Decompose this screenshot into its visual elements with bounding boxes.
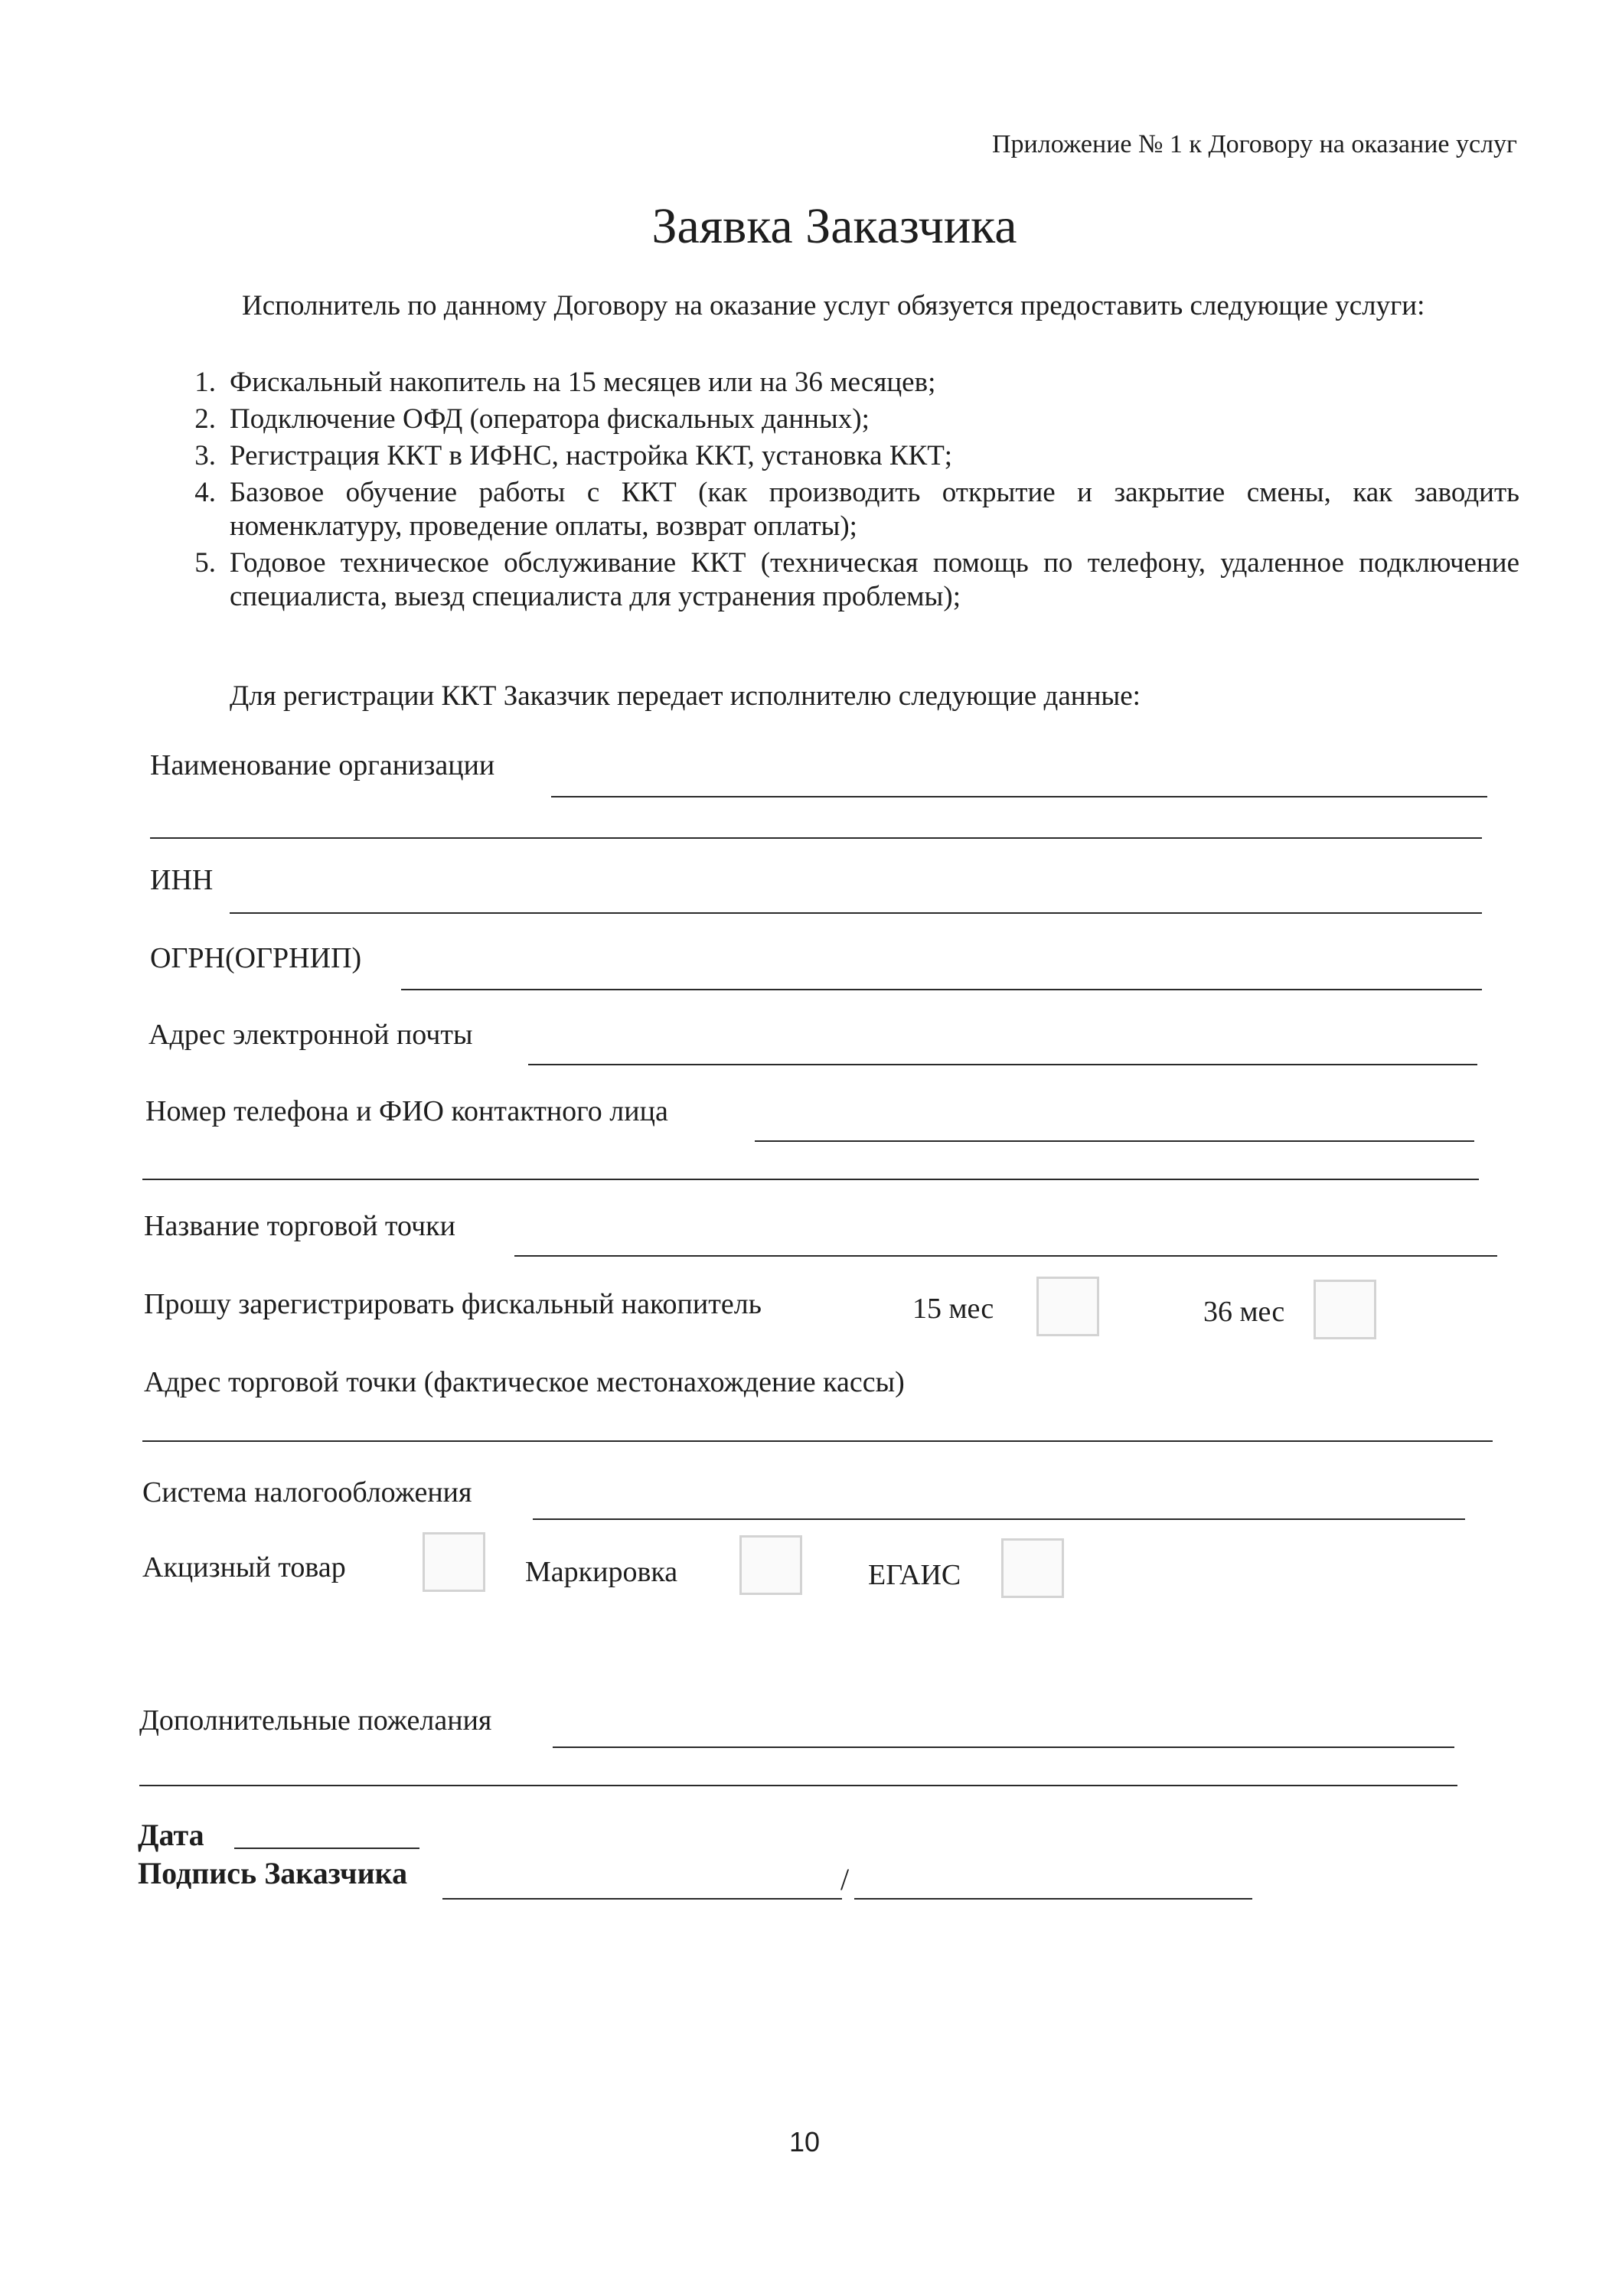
shop-name-input-line[interactable] — [514, 1255, 1497, 1257]
fn-15-checkbox[interactable] — [1036, 1277, 1099, 1336]
list-number: 4. — [194, 477, 216, 508]
wishes-input-line-2[interactable] — [139, 1785, 1457, 1786]
fn-36-label: 36 мес — [1203, 1296, 1285, 1328]
fn-36-checkbox[interactable] — [1314, 1280, 1376, 1339]
list-item — [194, 476, 1519, 543]
list-number: 5. — [194, 547, 216, 579]
phone-label: Номер телефона и ФИО контактного лица — [145, 1095, 668, 1127]
tax-system-input-line[interactable] — [533, 1518, 1465, 1520]
list-number: 2. — [194, 403, 216, 435]
list-text: Годовое техническое обслуживание ККТ (техническая помощь по телефону, удаленное подключение специалиста, выезд специалиста для устранения проблемы); — [230, 547, 1519, 612]
list-item — [194, 366, 1519, 400]
tax-system-label: Система налогообложения — [142, 1476, 472, 1508]
date-label: Дата — [138, 1818, 204, 1852]
annex-reference: Приложение № 1 к Договору на оказание услуг — [992, 130, 1517, 158]
list-text: Регистрация ККТ в ИФНС, настройка ККТ, установка ККТ; — [230, 440, 953, 471]
egais-label: ЕГАИС — [868, 1559, 961, 1591]
shop-address-input-line[interactable] — [142, 1440, 1493, 1442]
org-name-input-line[interactable] — [551, 796, 1487, 797]
signature-slash: / — [840, 1862, 850, 1896]
list-item — [194, 403, 1519, 436]
marking-label: Маркировка — [525, 1556, 678, 1588]
list-number: 1. — [194, 367, 216, 398]
org-name-input-line-2[interactable] — [150, 837, 1482, 839]
ogrn-label: ОГРН(ОГРНИП) — [150, 942, 362, 974]
signature-name-input-line[interactable] — [854, 1898, 1252, 1900]
page-number: 10 — [788, 2126, 821, 2157]
list-text: Подключение ОФД (оператора фискальных данных); — [230, 403, 870, 435]
list-item — [194, 439, 1519, 473]
phone-input-line[interactable] — [755, 1140, 1474, 1142]
inn-label: ИНН — [150, 864, 214, 896]
signature-label: Подпись Заказчика — [138, 1856, 408, 1890]
email-input-line[interactable] — [528, 1064, 1477, 1065]
shop-name-label: Название торговой точки — [144, 1210, 455, 1242]
registration-intro: Для регистрации ККТ Заказчик передает исполнителю следующие данные: — [230, 680, 1141, 712]
egais-checkbox[interactable] — [1001, 1538, 1064, 1598]
fn-15-label: 15 мес — [912, 1293, 994, 1325]
intro-paragraph: Исполнитель по данному Договору на оказание услуг обязуется предоставить следующие услуги: — [242, 290, 1425, 321]
shop-address-label: Адрес торговой точки (фактическое местонахождение кассы) — [144, 1366, 905, 1398]
list-text: Базовое обучение работы с ККТ (как производить открытие и закрытие смены, как заводить номенклатуру, проведение оплаты, возврат оплаты); — [230, 477, 1519, 542]
wishes-label: Дополнительные пожелания — [139, 1704, 492, 1737]
fn-request-label: Прошу зарегистрировать фискальный накопитель — [144, 1288, 762, 1320]
inn-input-line[interactable] — [230, 912, 1482, 914]
list-item — [194, 546, 1519, 614]
document-title: Заявка Заказчика — [651, 198, 1017, 254]
excise-checkbox[interactable] — [423, 1532, 485, 1592]
ogrn-input-line[interactable] — [401, 989, 1482, 990]
phone-input-line-2[interactable] — [142, 1179, 1479, 1180]
email-label: Адрес электронной почты — [148, 1019, 473, 1051]
excise-label: Акцизный товар — [142, 1551, 346, 1583]
wishes-input-line[interactable] — [553, 1746, 1454, 1748]
list-text: Фискальный накопитель на 15 месяцев или на 36 месяцев; — [230, 367, 936, 398]
signature-input-line[interactable] — [442, 1898, 842, 1900]
list-number: 3. — [194, 440, 216, 471]
org-name-label: Наименование организации — [150, 749, 495, 781]
marking-checkbox[interactable] — [739, 1535, 802, 1595]
services-list — [194, 366, 1519, 617]
date-input-line[interactable] — [234, 1848, 419, 1849]
